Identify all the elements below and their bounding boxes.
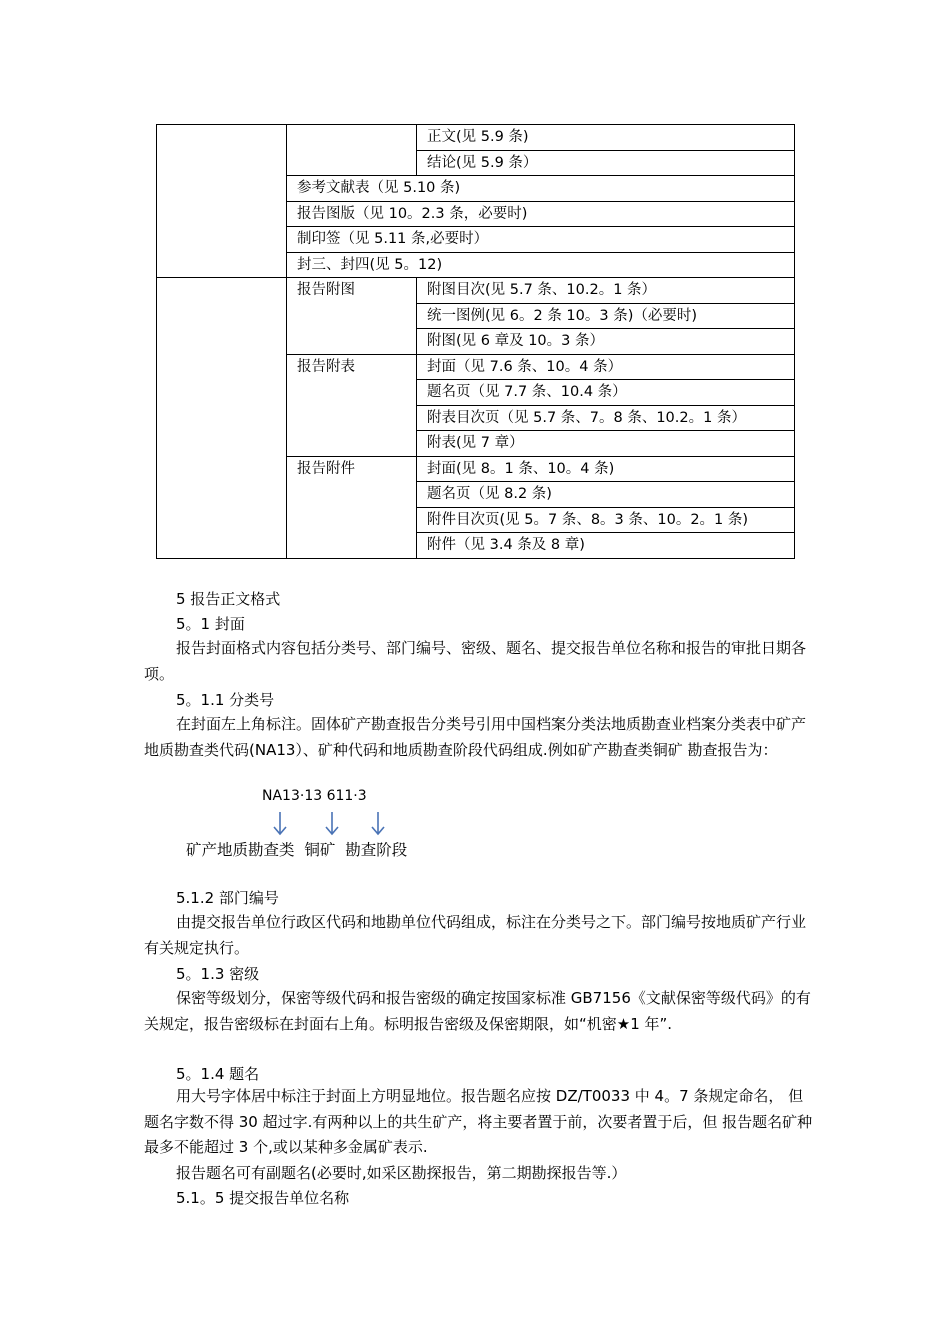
table-cell: 正文(见 5.9 条) — [417, 125, 795, 151]
table-cell: 结论(见 5.9 条） — [417, 150, 795, 176]
down-arrow-icon — [274, 812, 286, 834]
table-cell: 附件（见 3.4 条及 8 章) — [417, 533, 795, 559]
table-cell: 题名页（见 7.7 条、10.4 条） — [417, 380, 795, 406]
paragraph: 用大号字体居中标注于封面上方明显地位。报告题名应按 DZ/T0033 中 4。7 条规定命名， 但题名字数不得 30 超过字.有两种以上的共生矿产，将主要者置于前，次要者置于后，但 报告题名矿种最多不能超过 3 个,或以某种多金属矿表示. — [144, 1087, 813, 1157]
table-cell-empty — [157, 278, 287, 559]
classification-code: NA13·13 611·3 — [262, 788, 367, 804]
paragraph: 报告封面格式内容包括分类号、部门编号、密级、题名、提交报告单位名称和报告的审批日期各项。 — [144, 639, 807, 683]
table-cell: 封面（见 7.6 条、10。4 条） — [417, 354, 795, 380]
structure-table — [156, 124, 795, 559]
table-cell: 报告图版（见 10。2.3 条，必要时) — [287, 201, 795, 227]
section-heading: 5 报告正文格式 — [176, 590, 281, 608]
table-cell-empty — [157, 125, 287, 278]
table-row — [157, 278, 795, 304]
table-cell: 附表目次页（见 5.7 条、7。8 条、10.2。1 条） — [417, 405, 795, 431]
paragraph: 由提交报告单位行政区代码和地勘单位代码组成，标注在分类号之下。部门编号按地质矿产行业有关规定执行。 — [144, 913, 807, 957]
code-arrows — [268, 810, 388, 840]
down-arrow-icon — [372, 812, 384, 834]
paragraph: 保密等级划分，保密等级代码和报告密级的确定按国家标准 GB7156《文献保密等级代码》的有关规定，报告密级标在封面右上角。标明报告密级及保密期限，如“机密★1 年”. — [144, 989, 811, 1033]
table-cell: 附图(见 6 章及 10。3 条） — [417, 329, 795, 355]
table-cell: 封面(见 8。1 条、10。4 条) — [417, 456, 795, 482]
table-cell-group-label: 报告附表 — [287, 354, 417, 456]
code-labels: 矿产地质勘查类 铜矿 勘查阶段 — [186, 841, 408, 859]
section-heading: 5.1。5 提交报告单位名称 — [176, 1189, 350, 1207]
section-heading: 5.1.2 部门编号 — [176, 889, 279, 907]
section-heading: 5。1.4 题名 — [176, 1065, 260, 1083]
section-heading: 5。1 封面 — [176, 615, 245, 633]
table-cell: 附件目次页(见 5。7 条、8。3 条、10。2。1 条) — [417, 507, 795, 533]
table-cell: 附图目次(见 5.7 条、10.2。1 条） — [417, 278, 795, 304]
table-cell: 制印签（见 5.11 条,必要时） — [287, 227, 795, 253]
table-cell: 封三、封四(见 5。12) — [287, 252, 795, 278]
section-heading: 5。1.1 分类号 — [176, 691, 275, 709]
table-cell-group-label: 报告附件 — [287, 456, 417, 558]
section-heading: 5。1.3 密级 — [176, 965, 260, 983]
paragraph: 报告题名可有副题名(必要时,如采区勘探报告，第二期勘探报告等.） — [176, 1164, 627, 1182]
table-cell-empty — [287, 125, 417, 176]
table-cell: 参考文献表（见 5.10 条) — [287, 176, 795, 202]
table-cell: 附表(见 7 章） — [417, 431, 795, 457]
table-cell-group-label: 报告附图 — [287, 278, 417, 355]
down-arrow-icon — [326, 812, 338, 834]
table-cell: 题名页（见 8.2 条) — [417, 482, 795, 508]
table-cell: 统一图例(见 6。2 条 10。3 条)（必要时) — [417, 303, 795, 329]
table-row — [157, 125, 795, 151]
paragraph: 在封面左上角标注。固体矿产勘查报告分类号引用中国档案分类法地质勘查业档案分类表中矿产地质勘查类代码(NA13）、矿种代码和地质勘查阶段代码组成.例如矿产勘查类铜矿 勘查报告为： — [144, 715, 807, 759]
